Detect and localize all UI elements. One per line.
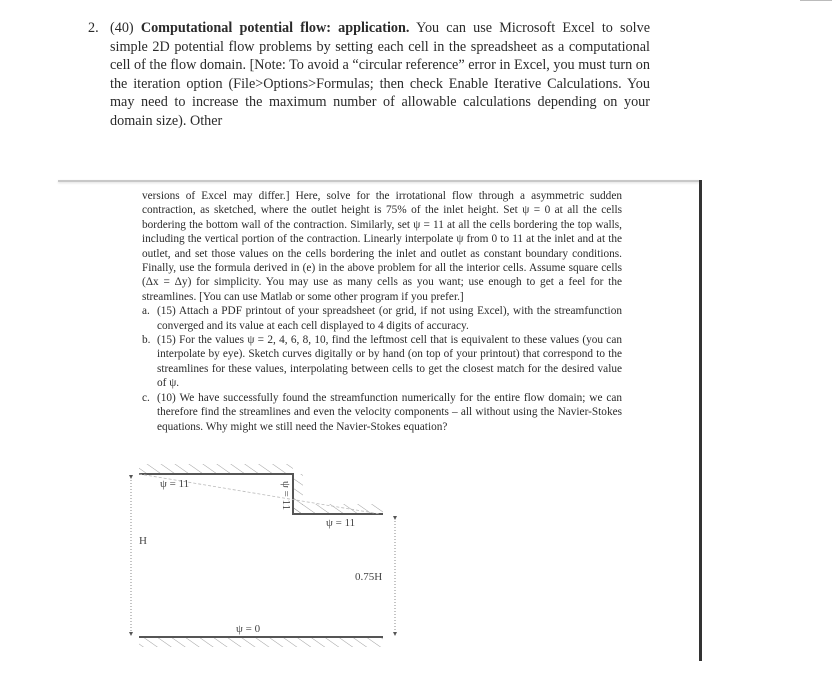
part-text: (10) We have successfully found the streamfunction numerically for the entire flow domain; we can therefore find the streamlines and even the velocity components – all without using the Navier-Stokes equations. Why might we still need the Navier-Stokes equation? <box>157 391 622 433</box>
problem-title: Computational potential flow: application. <box>140 20 410 36</box>
problem-number: 2. <box>88 20 99 36</box>
bottom-wall-label: ψ = 0 <box>236 623 261 635</box>
part-label: b. <box>142 334 151 347</box>
part-text: (15) For the values ψ = 2, 4, 6, 8, 10, find the leftmost cell that is equivalent to these values (you can interpolate by eye). Sketch curves digitally or by hand (on top of your printout) that correspond to the streamlines for these values, interpolating between cells to get the closest match for the desired value of ψ. <box>157 334 622 390</box>
inlet-height-label: H <box>139 535 147 547</box>
top-wall-label: ψ = 11 <box>160 478 190 490</box>
step-wall-label: ψ = 11 <box>280 481 292 511</box>
bottom-wall-hatch <box>139 637 383 647</box>
part-label: c. <box>142 391 150 404</box>
problem-points: (40) <box>110 20 134 36</box>
continued-text: versions of Excel may differ.] Here, solve for the irrotational flow through a asymmetric sudden contraction, as sketched, where the outlet height is 75% of the inlet height. Set ψ = 0 at all the cells bordering the bottom wall of the contraction. Similarly, set ψ = 11 at all the cells bordering the top walls, including the vertical portion of the contraction. Linearly interpolate ψ from 0 to 11 at the inlet and at the outlet, and set those values on the cells bordering the inlet and outlet as constant boundary conditions. Finally, use the formula derived in (e) in the above problem for all the interior cells. Assume square cells (Δx = Δy) for simplicity. You may use as many cells as you want; use enough to get a feel for the streamlines. [You can use Matlab or some other program if you prefer.] <box>142 190 622 303</box>
top-wall-hatch <box>139 464 293 474</box>
part-text: (15) Attach a PDF printout of your spreadsheet (or grid, if not using Excel), with the streamfunction converged and its value at each cell displayed to 4 digits of accuracy. <box>157 305 622 332</box>
outlet-wall-label: ψ = 11 <box>326 517 356 529</box>
part-label: a. <box>142 305 150 318</box>
problem-intro-text: You can use Microsoft Excel to solve simple 2D potential flow problems by setting each cell in the spreadsheet as a computational cell of the flow domain. [Note: To avoid a “circular reference” error in Excel, you must turn on the iteration option (File>Options>Formulas; then check Enable Iterative Calculations. You may need to increase the maximum number of allowable calculations depending on your domain size). Other <box>110 20 650 129</box>
outlet-height-label: 0.75H <box>355 571 383 583</box>
outlet-wall-hatch <box>293 504 383 514</box>
